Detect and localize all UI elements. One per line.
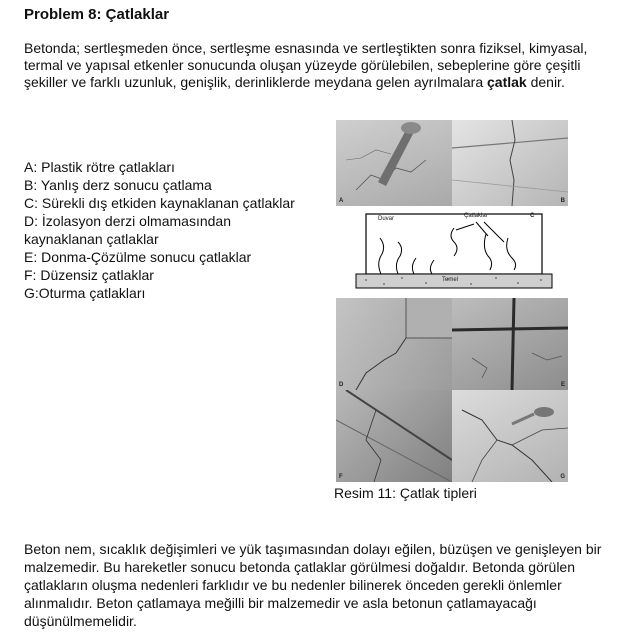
crack-types-list bbox=[24, 158, 304, 302]
photo-panel-b bbox=[452, 120, 568, 206]
crack-type-b: B: Yanlış derz sonucu çatlama bbox=[24, 177, 212, 193]
diagram-panel-c bbox=[336, 208, 568, 296]
photo-panel-e bbox=[452, 298, 568, 390]
crack-type-f: F: Düzensiz çatlaklar bbox=[24, 267, 154, 283]
panel-f-label: F bbox=[339, 474, 343, 480]
crack-type-c: C: Sürekli dış etkiden kaynaklanan çatlaklar bbox=[24, 195, 295, 211]
intro-text-after: denir. bbox=[526, 74, 565, 90]
panel-a-label: A bbox=[339, 198, 344, 204]
intro-paragraph bbox=[24, 40, 624, 91]
figure-caption: Resim 11: Çatlak tipleri bbox=[334, 485, 477, 501]
photo-panel-a bbox=[336, 120, 452, 206]
intro-bold-word: çatlak bbox=[487, 74, 527, 90]
panel-d-label: D bbox=[339, 382, 344, 388]
diagram-wall-label: Duvar bbox=[378, 216, 395, 222]
diagram-foundation-label: Temel bbox=[442, 277, 459, 283]
photo-panel-g bbox=[452, 390, 568, 482]
crack-type-g: G:Oturma çatlakları bbox=[24, 285, 146, 301]
intro-text-before: Betonda; sertleşmeden önce, sertleşme esnasında ve sertleştikten sonra fiziksel, kimyasal, termal ve yapısal etkenler sonucunda oluşan yüzeyde görülebilen, sebeplerine göre çeşitli şekiller ve farklı uzunluk, genişlik, derinliklerde meydana gelen ayrılmalara bbox=[24, 40, 588, 90]
photo-panel-f bbox=[336, 390, 452, 482]
panel-g-label: G bbox=[560, 474, 565, 480]
diagram-cracks-label: Çatlaklar bbox=[464, 213, 488, 219]
problem-title: Problem 8: Çatlaklar bbox=[24, 6, 170, 23]
crack-type-d: D: İzolasyon derzi olmamasından kaynaklanan çatlaklar bbox=[24, 213, 231, 247]
panel-c-label: C bbox=[530, 213, 535, 219]
crack-types-figure bbox=[336, 120, 568, 482]
outro-paragraph: Beton nem, sıcaklık değişimleri ve yük taşımasından dolayı eğilen, büzüşen ve genişleyen bir malzemedir. Bu hareketler sonucu betonda çatlaklar görülmesi doğaldır. Betonda görülen çatlakların oluşma nedenleri farklıdır ve bu nedenler bilinerek önceden gerekli önlemler alınmalıdır. Beton çatlamaya meğilli bir malzemedir ve asla betonun çatlamayacağı düşünülmemelidir. bbox=[24, 541, 602, 629]
crack-type-e: E: Donma-Çözülme sonucu çatlaklar bbox=[24, 249, 252, 265]
photo-panel-d bbox=[336, 298, 452, 390]
panel-b-label: B bbox=[560, 198, 565, 204]
crack-type-a: A: Plastik rötre çatlakları bbox=[24, 159, 175, 175]
panel-e-label: E bbox=[560, 382, 565, 388]
